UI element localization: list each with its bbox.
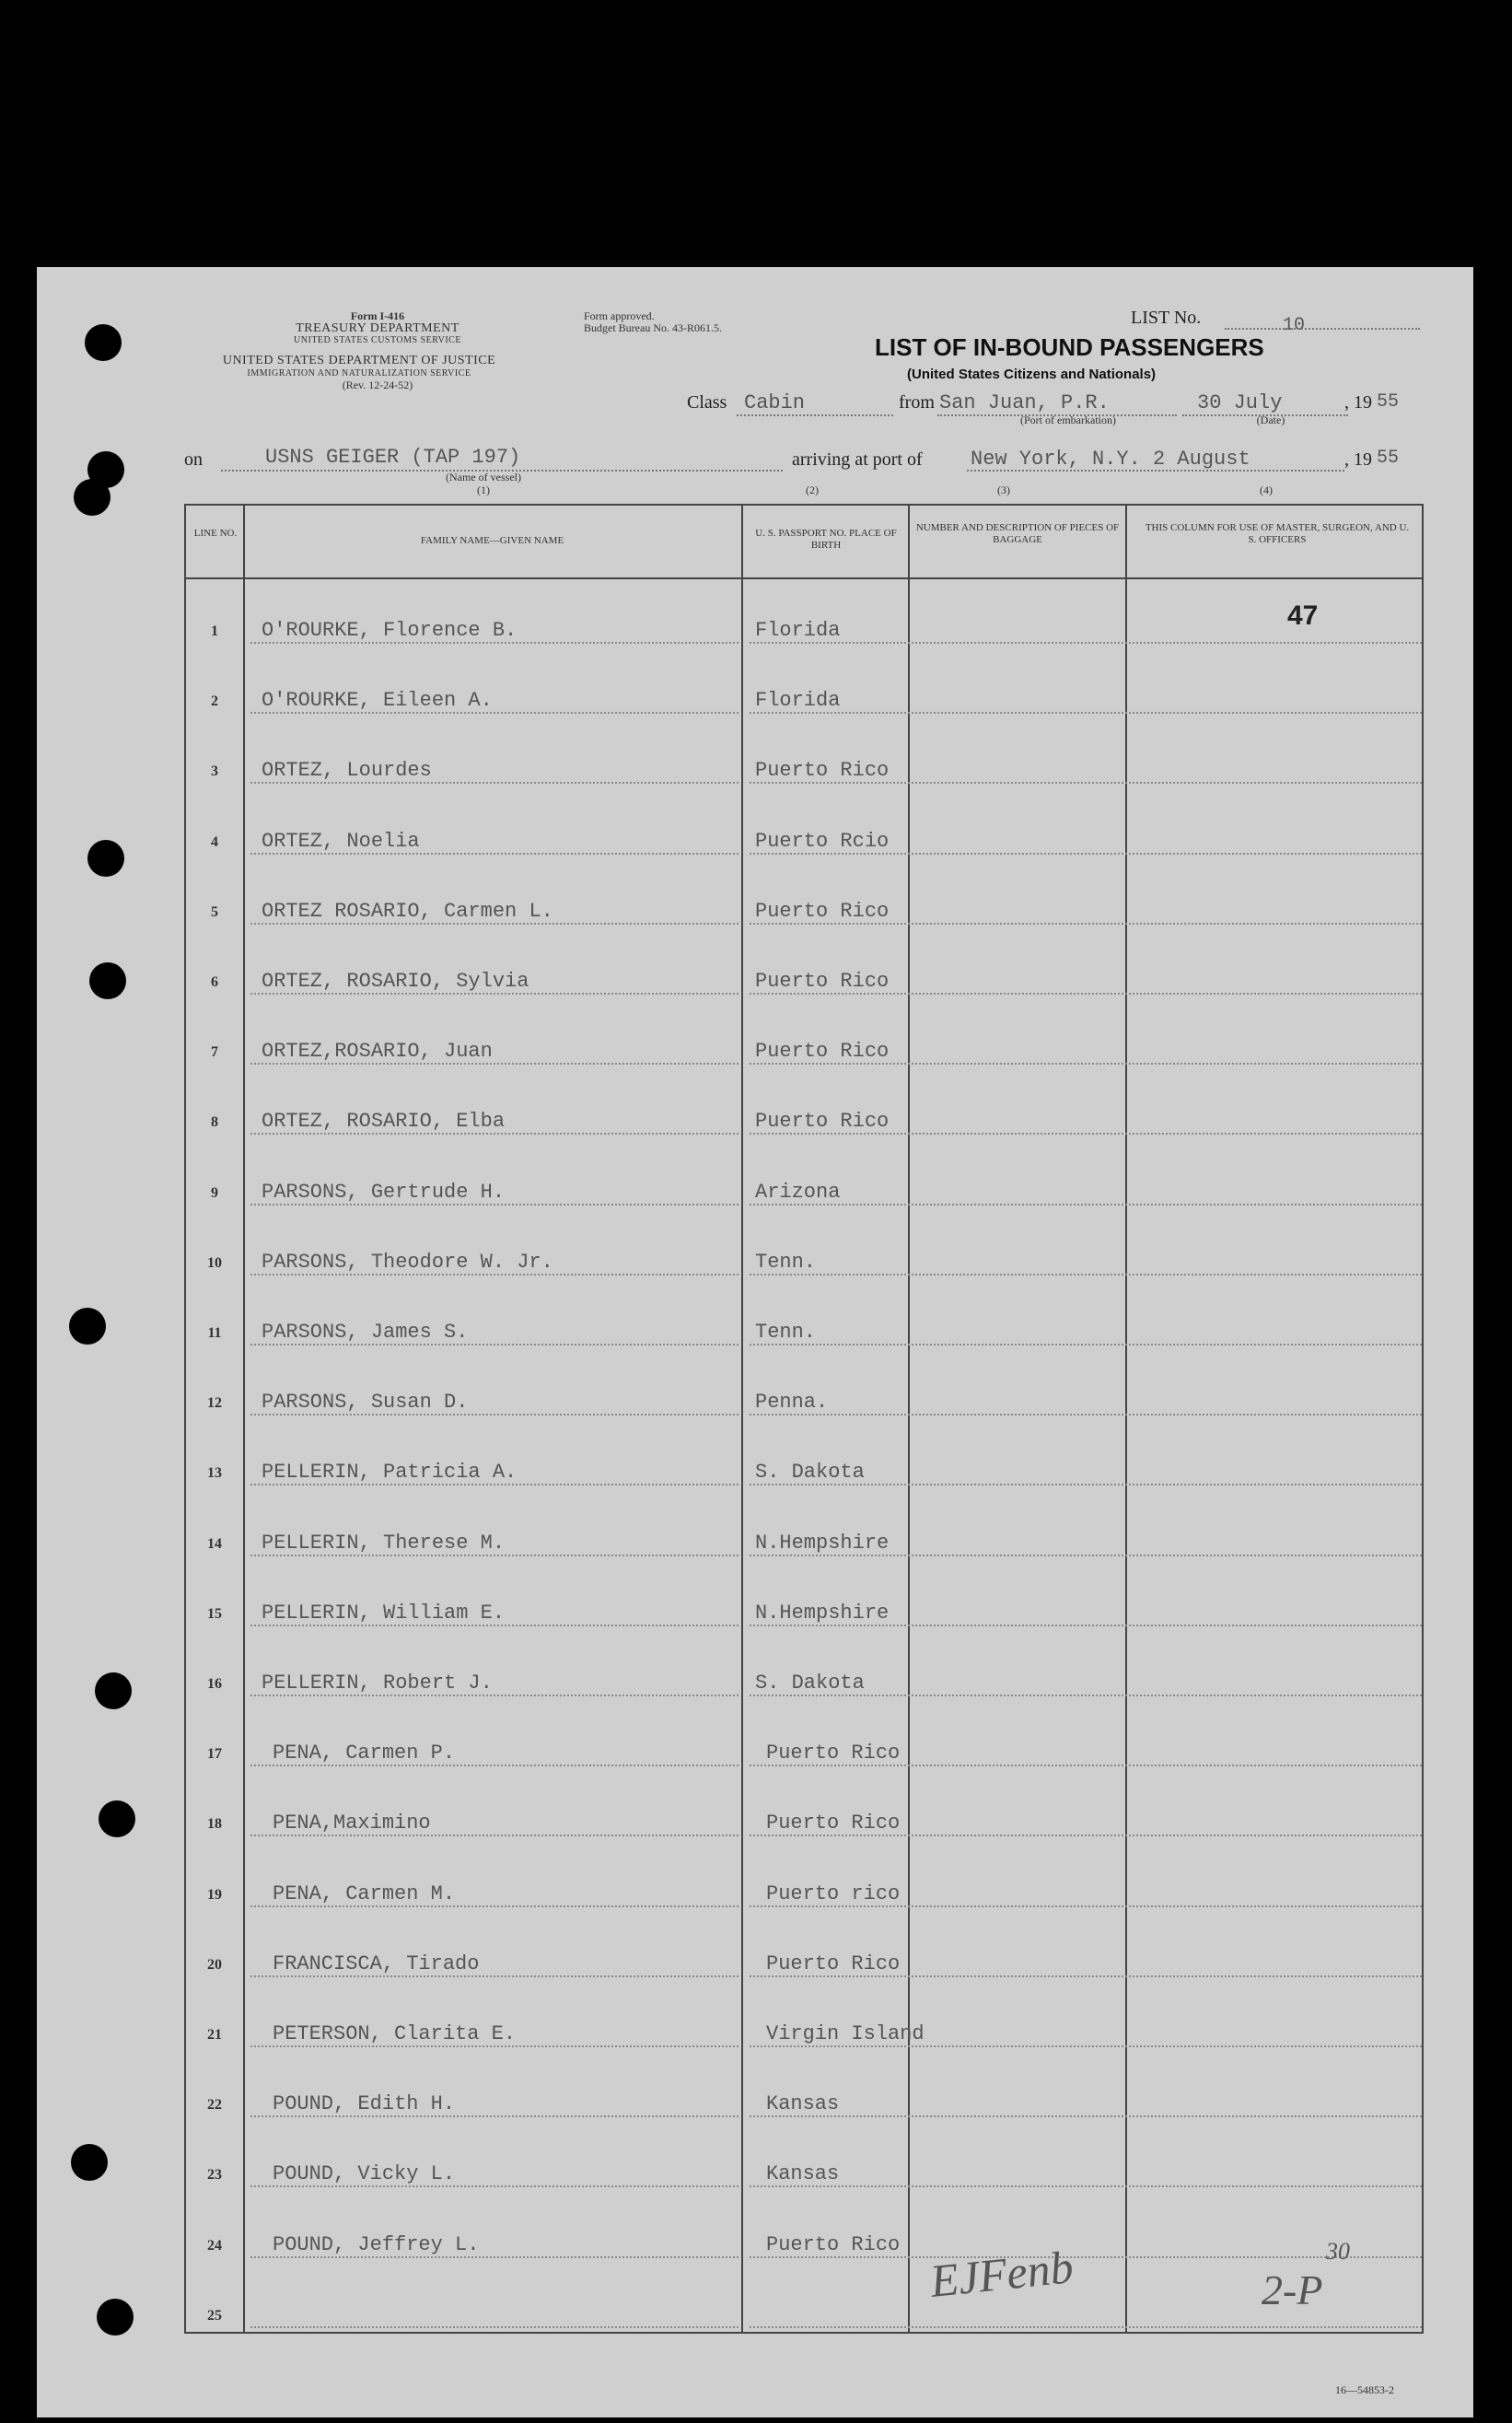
place-of-birth: Puerto Rico <box>766 1742 901 1765</box>
passenger-name: ORTEZ, Noelia <box>262 829 420 853</box>
row-rule <box>250 1414 739 1415</box>
passenger-name: ORTEZ,ROSARIO, Juan <box>262 1040 493 1064</box>
signature-time: 2-P <box>1262 2266 1323 2313</box>
place-of-birth: Puerto Rico <box>766 1811 901 1835</box>
row-rule <box>250 1835 739 1836</box>
place-of-birth: Kansas <box>766 2092 840 2116</box>
row-line-number: 12 <box>207 1395 222 1412</box>
place-of-birth: S. Dakota <box>755 1461 865 1485</box>
binder-hole <box>71 2144 108 2181</box>
arrival-year-prefix: , 19 <box>1344 449 1372 470</box>
place-of-birth: Puerto Rico <box>755 1040 890 1064</box>
place-of-birth: Puerto Rico <box>755 759 890 783</box>
table-row <box>186 790 1422 860</box>
budget-bureau: Budget Bureau No. 43-R061.5. <box>584 321 722 334</box>
row-rule <box>750 642 1422 644</box>
passenger-name: ORTEZ, ROSARIO, Elba <box>262 1110 506 1134</box>
row-line-number: 14 <box>207 1535 222 1552</box>
row-rule <box>750 1063 1422 1065</box>
row-rule <box>750 1204 1422 1206</box>
passenger-name: O'ROURKE, Eileen A. <box>262 689 493 713</box>
class-value: Cabin <box>744 391 806 414</box>
arrival-year-suffix: 55 <box>1377 448 1400 469</box>
header-baggage: NUMBER AND DESCRIPTION OF PIECES OF BAGGAGE <box>915 522 1120 545</box>
table-row <box>186 649 1422 719</box>
row-line-number: 15 <box>207 1605 222 1622</box>
passenger-name: ORTEZ, ROSARIO, Sylvia <box>262 970 529 993</box>
row-rule <box>250 1484 739 1485</box>
document-subtitle: (United States Citizens and Nationals) <box>907 367 1157 382</box>
ins-service: IMMIGRATION AND NATURALIZATION SERVICE <box>247 368 471 379</box>
table-row <box>186 1632 1422 1702</box>
from-label: from <box>899 392 935 413</box>
passenger-name: POUND, Jeffrey L. <box>273 2232 480 2256</box>
row-rule <box>250 1274 739 1276</box>
place-of-birth: Puerto Rico <box>755 899 890 923</box>
row-line-number: 2 <box>211 693 218 710</box>
row-rule <box>250 1765 739 1766</box>
row-rule <box>750 712 1422 714</box>
row-line-number: 8 <box>211 1114 218 1131</box>
passenger-name: PELLERIN, Therese M. <box>262 1531 506 1555</box>
revision-date: (Rev. 12-24-52) <box>342 379 413 391</box>
row-line-number: 23 <box>207 2167 222 2184</box>
place-of-birth: Puerto Rcio <box>755 829 890 853</box>
table-row <box>186 860 1422 930</box>
table-row <box>186 2264 1422 2334</box>
row-rule <box>750 993 1422 995</box>
passenger-table <box>184 504 1424 2334</box>
embark-date: 30 July <box>1197 391 1283 414</box>
row-rule <box>750 782 1422 784</box>
row-rule <box>750 1765 1422 1766</box>
row-rule <box>250 1975 739 1977</box>
binder-hole <box>97 2299 134 2336</box>
table-row <box>186 1492 1422 1562</box>
table-row <box>186 1281 1422 1351</box>
place-of-birth: Puerto Rico <box>766 1951 901 1975</box>
year-suffix: 55 <box>1377 391 1400 413</box>
arriving-label: arriving at port of <box>792 449 923 470</box>
row-rule <box>750 1344 1422 1345</box>
table-row <box>186 1421 1422 1491</box>
place-of-birth: Tenn. <box>755 1321 817 1344</box>
col-marker-3: (3) <box>997 483 1010 496</box>
row-rule <box>750 1905 1422 1907</box>
row-rule <box>750 2326 1422 2328</box>
passenger-name: PELLERIN, Robert J. <box>262 1672 493 1695</box>
row-line-number: 4 <box>211 833 218 850</box>
row-rule <box>250 2185 739 2187</box>
place-of-birth: Penna. <box>755 1391 829 1415</box>
row-rule <box>750 1695 1422 1696</box>
row-line-number: 1 <box>211 623 218 639</box>
row-line-number: 3 <box>211 763 218 780</box>
row-rule <box>250 993 739 995</box>
date-caption: (Date) <box>1256 414 1285 426</box>
signature-time-sup: 30 <box>1326 2238 1350 2265</box>
form-approval: Form approved. <box>584 309 655 322</box>
passenger-name: ORTEZ ROSARIO, Carmen L. <box>262 899 553 923</box>
header-name: FAMILY NAME—GIVEN NAME <box>420 535 564 546</box>
row-rule <box>750 1414 1422 1415</box>
col-marker-2: (2) <box>806 483 819 496</box>
class-label: Class <box>687 392 727 413</box>
inspector-signature: EJFenb <box>927 2241 1076 2307</box>
row-rule <box>250 1695 739 1696</box>
place-of-birth: Florida <box>755 689 841 713</box>
passenger-name: PENA, Carmen M. <box>273 1881 456 1905</box>
passenger-name: PELLERIN, William E. <box>262 1601 506 1625</box>
vessel-caption: (Name of vessel) <box>446 471 521 483</box>
justice-dept: UNITED STATES DEPARTMENT OF JUSTICE <box>222 354 496 367</box>
row-line-number: 22 <box>207 2097 222 2114</box>
passenger-name: ORTEZ, Lourdes <box>262 759 432 783</box>
header-officers: THIS COLUMN FOR USE OF MASTER, SURGEON, AND U. S. OFFICERS <box>1145 522 1410 545</box>
row-rule <box>750 1274 1422 1276</box>
customs-service: UNITED STATES CUSTOMS SERVICE <box>294 335 461 345</box>
row-rule <box>250 2256 739 2258</box>
row-line-number: 25 <box>207 2307 222 2324</box>
row-rule <box>750 2256 1422 2258</box>
table-row <box>186 1913 1422 1983</box>
table-row <box>186 1000 1422 1070</box>
row-line-number: 6 <box>211 974 218 990</box>
binder-hole <box>89 962 126 999</box>
row-rule <box>750 1975 1422 1977</box>
treasury-dept: TREASURY DEPARTMENT <box>296 321 459 335</box>
passenger-name: PARSONS, Susan D. <box>262 1391 469 1415</box>
passenger-name: FRANCISCA, Tirado <box>273 1951 480 1975</box>
table-row <box>186 1211 1422 1281</box>
table-row <box>186 930 1422 1000</box>
table-row <box>186 719 1422 789</box>
table-row <box>186 2053 1422 2123</box>
port-caption: (Port of embarkation) <box>1020 414 1116 426</box>
row-rule <box>750 923 1422 925</box>
row-rule <box>750 2045 1422 2047</box>
binder-hole <box>69 1308 106 1345</box>
row-rule <box>250 1063 739 1065</box>
row-rule <box>750 1835 1422 1836</box>
place-of-birth: S. Dakota <box>755 1672 865 1695</box>
place-of-birth: Puerto rico <box>766 1881 901 1905</box>
table-row <box>186 1983 1422 2053</box>
row-rule <box>250 1625 739 1626</box>
row-line-number: 16 <box>207 1676 222 1692</box>
row-rule <box>250 1905 739 1907</box>
place-of-birth: Tenn. <box>755 1250 817 1274</box>
place-of-birth: Virgin Island <box>766 2022 925 2045</box>
passenger-name: PETERSON, Clarita E. <box>273 2022 517 2045</box>
place-of-birth: N.Hempshire <box>755 1531 890 1555</box>
place-of-birth: Arizona <box>755 1180 841 1204</box>
row-line-number: 19 <box>207 1886 222 1903</box>
row-rule <box>250 1204 739 1206</box>
list-no-rule <box>1225 328 1420 330</box>
row-rule <box>250 642 739 644</box>
row-line-number: 18 <box>207 1816 222 1833</box>
document-title: LIST OF IN-BOUND PASSENGERS <box>875 333 1264 361</box>
footer-code: 16—54853-2 <box>1335 2383 1394 2396</box>
header-line-no: LINE NO. <box>193 528 238 539</box>
binder-hole <box>87 840 124 877</box>
vessel-name: USNS GEIGER (TAP 197) <box>265 446 521 469</box>
binder-hole <box>95 1672 132 1709</box>
table-row <box>186 579 1422 649</box>
table-row <box>186 1843 1422 1913</box>
row-line-number: 21 <box>207 2027 222 2043</box>
table-row <box>186 1070 1422 1140</box>
class-rule <box>737 414 893 416</box>
passenger-name: O'ROURKE, Florence B. <box>262 619 518 642</box>
passenger-name: PENA, Carmen P. <box>273 1742 456 1765</box>
row-rule <box>750 1625 1422 1626</box>
place-of-birth: N.Hempshire <box>755 1601 890 1625</box>
row-rule <box>250 1133 739 1135</box>
passenger-name: PENA,Maximino <box>273 1811 431 1835</box>
table-row <box>186 1351 1422 1421</box>
row-line-number: 17 <box>207 1746 222 1763</box>
officer-note: 47 <box>1287 600 1319 631</box>
row-rule <box>250 2326 739 2328</box>
row-line-number: 13 <box>207 1465 222 1482</box>
row-rule <box>750 1133 1422 1135</box>
row-rule <box>250 712 739 714</box>
table-row <box>186 1702 1422 1772</box>
row-rule <box>250 923 739 925</box>
form-number: Form I-416 <box>350 309 405 322</box>
row-line-number: 5 <box>211 903 218 920</box>
binder-hole <box>74 479 110 516</box>
row-rule <box>250 782 739 784</box>
place-of-birth: Puerto Rico <box>766 2232 901 2256</box>
place-of-birth: Puerto Rico <box>755 1110 890 1134</box>
passenger-name: PELLERIN, Patricia A. <box>262 1461 518 1485</box>
row-rule <box>250 1555 739 1556</box>
passenger-name: POUND, Edith H. <box>273 2092 456 2116</box>
arrival-value: New York, N.Y. 2 August <box>971 448 1250 471</box>
passenger-name: POUND, Vicky L. <box>273 2162 456 2186</box>
row-line-number: 7 <box>211 1044 218 1061</box>
row-rule <box>750 853 1422 855</box>
list-no-value: 10 <box>1283 315 1306 336</box>
header-passport: U. S. PASSPORT NO. PLACE OF BIRTH <box>755 528 897 551</box>
arrival-rule <box>967 470 1344 472</box>
row-rule <box>250 2115 739 2117</box>
col-marker-1: (1) <box>477 483 490 496</box>
row-line-number: 20 <box>207 1956 222 1973</box>
row-rule <box>750 1484 1422 1485</box>
binder-hole <box>85 324 122 361</box>
table-row <box>186 2123 1422 2193</box>
row-rule <box>250 1344 739 1345</box>
row-line-number: 11 <box>207 1325 222 1341</box>
row-rule <box>250 853 739 855</box>
row-rule <box>750 1555 1422 1556</box>
on-label: on <box>184 449 203 470</box>
from-value: San Juan, P.R. <box>939 391 1110 414</box>
list-no-label: LIST No. <box>1131 308 1202 328</box>
passenger-name: PARSONS, James S. <box>262 1321 469 1344</box>
row-rule <box>750 2115 1422 2117</box>
passenger-name: PARSONS, Gertrude H. <box>262 1180 506 1204</box>
col-marker-4: (4) <box>1260 483 1273 496</box>
binder-hole <box>99 1800 135 1837</box>
row-line-number: 9 <box>211 1184 218 1201</box>
row-line-number: 24 <box>207 2237 222 2254</box>
row-rule <box>250 2045 739 2047</box>
place-of-birth: Kansas <box>766 2162 840 2186</box>
place-of-birth: Florida <box>755 619 841 642</box>
table-row <box>186 2194 1422 2264</box>
table-row <box>186 1562 1422 1632</box>
year-prefix: , 19 <box>1344 392 1372 413</box>
row-line-number: 10 <box>207 1254 222 1271</box>
table-row <box>186 1772 1422 1842</box>
place-of-birth: Puerto Rico <box>755 970 890 993</box>
passenger-name: PARSONS, Theodore W. Jr. <box>262 1250 553 1274</box>
table-row <box>186 1141 1422 1211</box>
row-rule <box>750 2185 1422 2187</box>
